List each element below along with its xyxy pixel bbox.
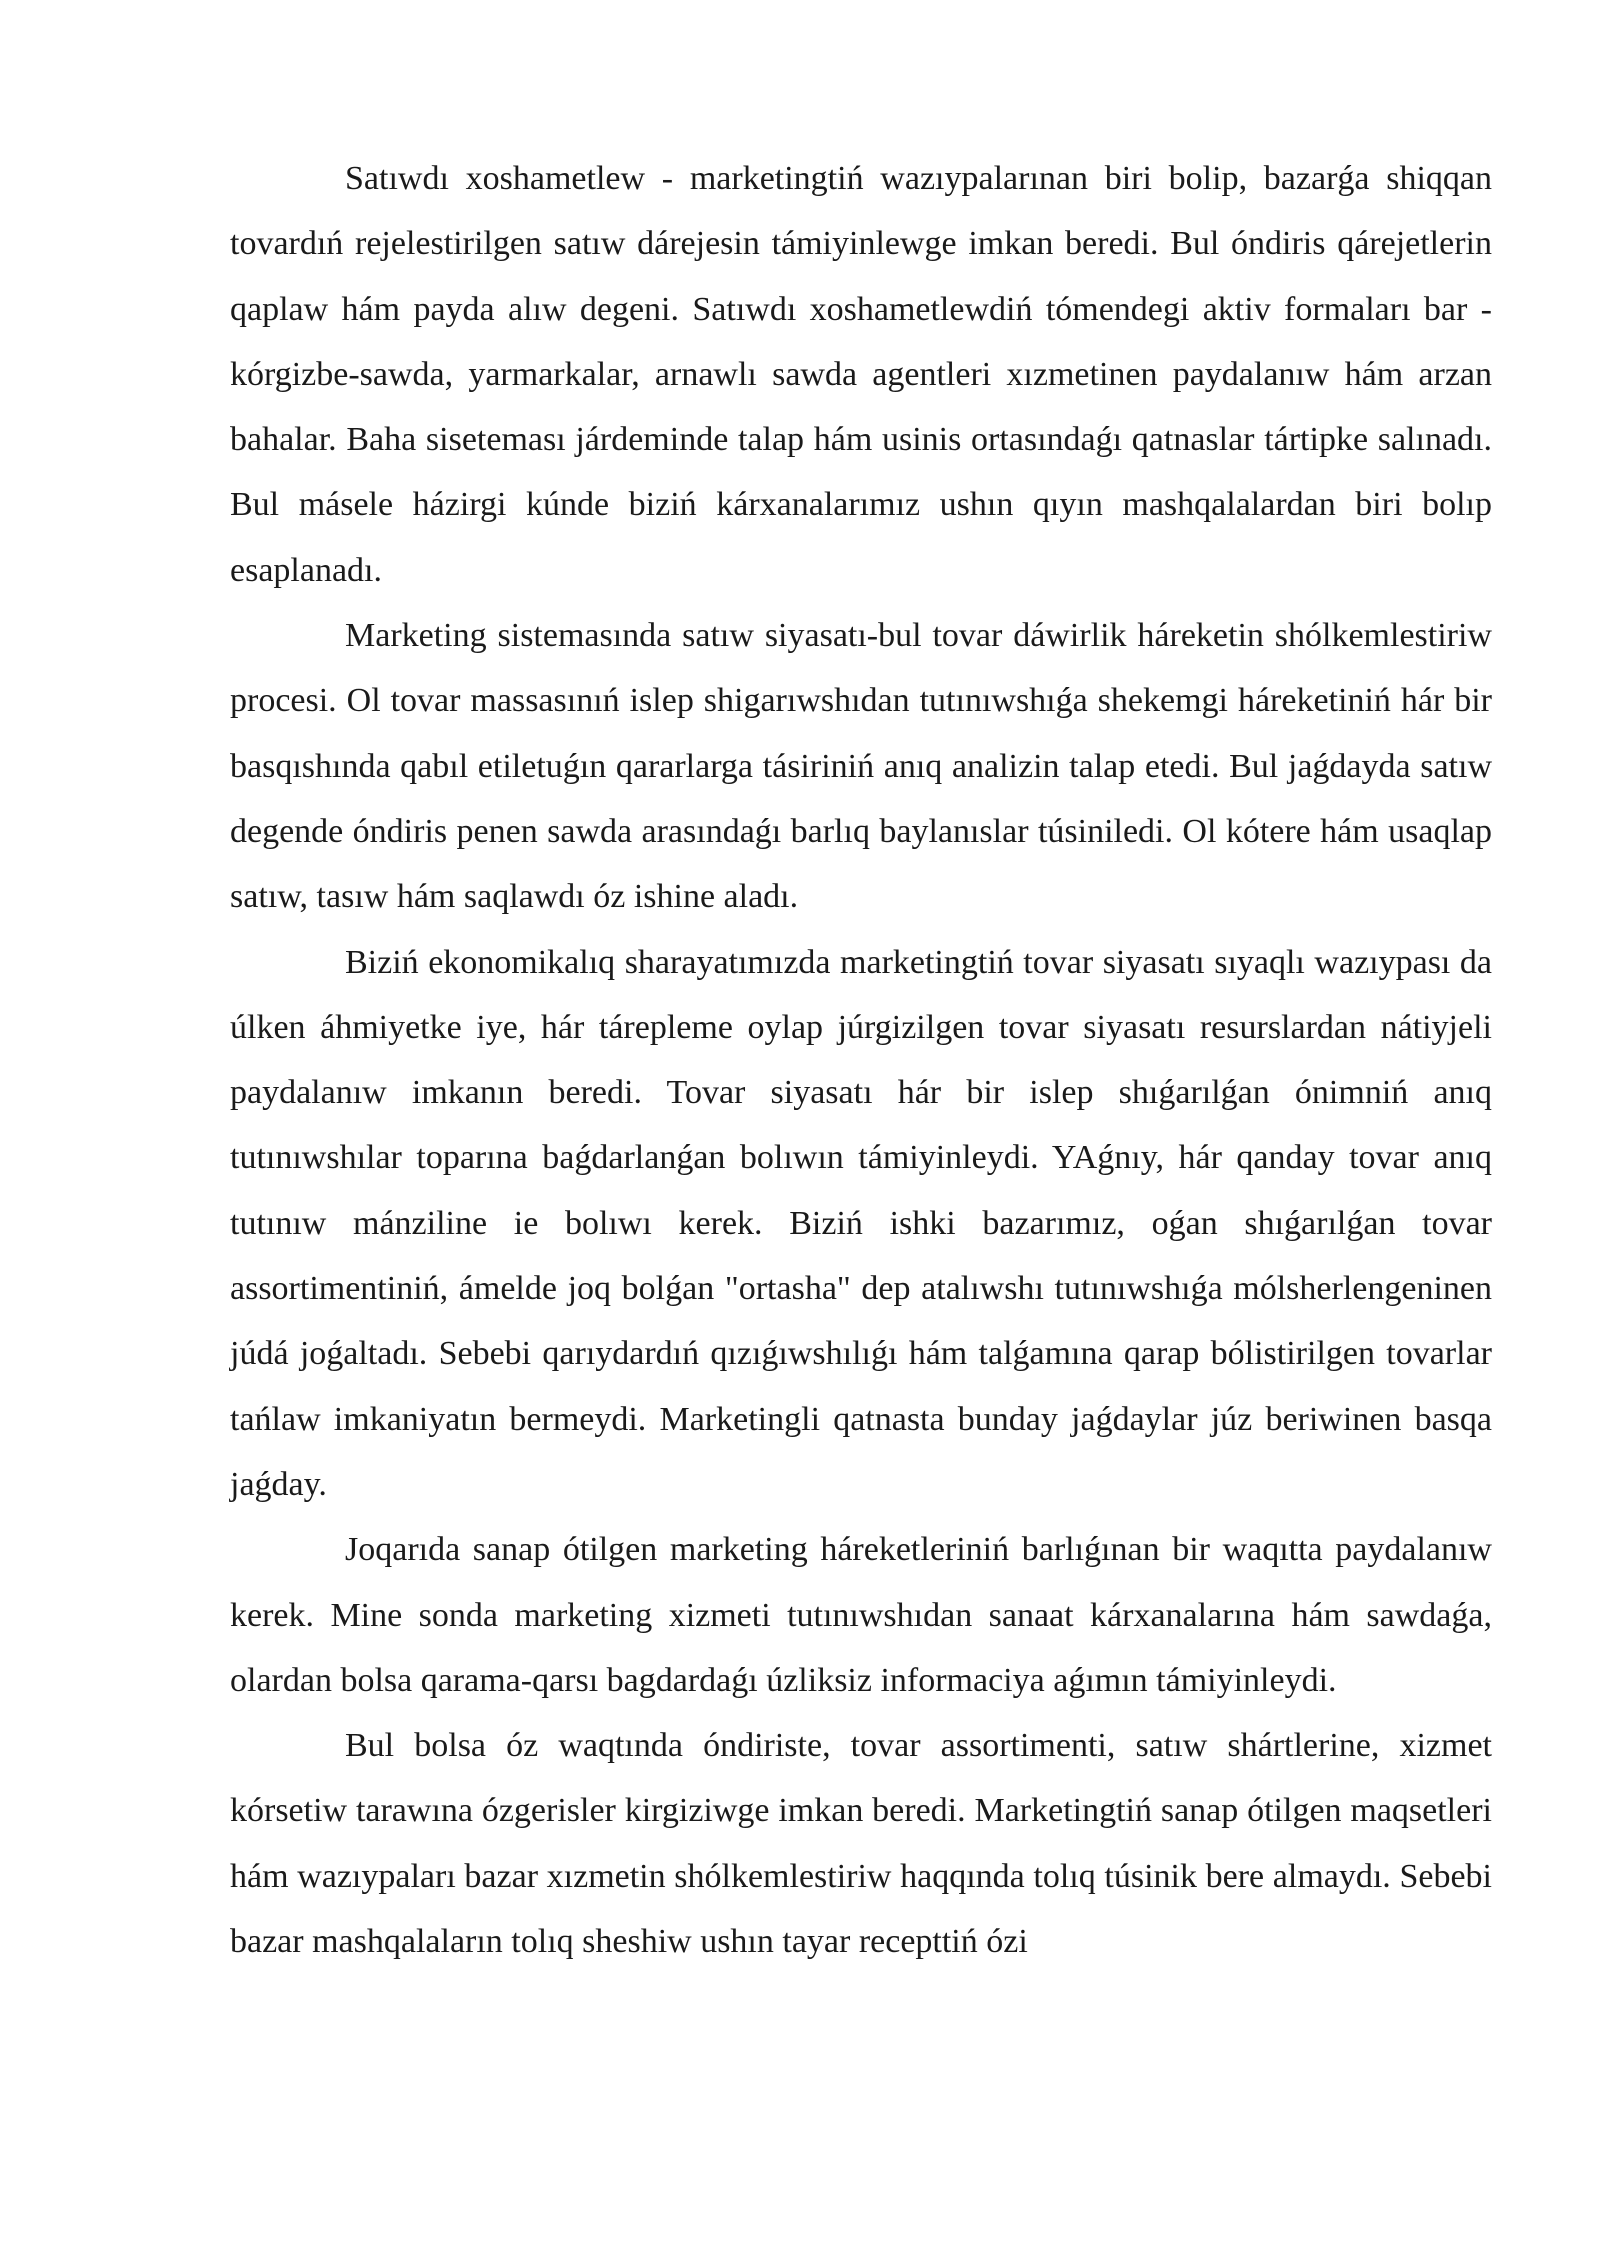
- paragraph-2: Marketing sistemasında satıw siyasatı-bul tovar dáwirlik háreketin shólkemlestiriw procesi. Ol tovar massasınıń islep shigarıwshıdan tutınıwshıǵa shekemgi háreketiniń hár bir basqıshında qabıl etiletuǵın qararlarga tásiriniń anıq analizin talap etedi. Bul jaǵdayda satıw degende óndiris penen sawda arasındaǵı barlıq baylanıslar túsiniledi. Ol kótere hám usaqlap satıw, tasıw hám saqlawdı óz ishine aladı.: [230, 617, 1492, 916]
- document-page: [230, 146, 1492, 1974]
- paragraph-5: Bul bolsa óz waqtında óndiriste, tovar assortimenti, satıw shártlerine, xizmet kórsetiw tarawına ózgerisler kirgiziwge imkan beredi. Marketingtiń sanap ótilgen maqsetleri hám wazıypaları bazar xızmetin shólkemlestiriw haqqında tolıq túsinik bere almaydı. Sebebi bazar mashqalaların tolıq sheshiw ushın tayar recepttiń ózi: [230, 1727, 1492, 1961]
- paragraph-4: Joqarıda sanap ótilgen marketing háreketleriniń barlıǵınan bir waqıtta paydalanıw kerek. Mine sonda marketing xizmeti tutınıwshıdan sanaat kárxanalarına hám sawdaǵa, olardan bolsa qarama-qarsı bagdardaǵı úzliksiz informaciya aǵımın támiyinleydi.: [230, 1531, 1492, 1699]
- paragraph-3: Biziń ekonomikalıq sharayatımızda marketingtiń tovar siyasatı sıyaqlı wazıypası da úlken áhmiyetke iye, hár tárepleme oylap júrgizilgen tovar siyasatı resurslardan nátiyjeli paydalanıw imkanın beredi. Tovar siyasatı hár bir islep shıǵarılǵan ónimniń anıq tutınıwshılar toparına baǵdarlanǵan bolıwın támiyinleydi. YAǵnıy, hár qanday tovar anıq tutınıw mánziline ie bolıwı kerek. Biziń ishki bazarımız, oǵan shıǵarılǵan tovar assortimentiniń, ámelde joq bolǵan "ortasha" dep atalıwshı tutınıwshıǵa mólsherlengeninen júdá joǵaltadı. Sebebi qarıydardıń qızıǵıwshılıǵı hám talǵamına qarap bólistirilgen tovarlar tańlaw imkaniyatın bermeydi. Marketingli qatnasta bunday jaǵdaylar júz beriwinen basqa jaǵday.: [230, 943, 1492, 1503]
- paragraph-1: Satıwdı xoshametlew - marketingtiń wazıypalarınan biri bolip, bazarǵa shiqqan tovardıń rejelestirilgen satıw dárejesin támiyinlewge imkan beredi. Bul óndiris qárejetlerin qaplaw hám payda alıw degeni. Satıwdı xoshametlewdiń tómendegi aktiv formaları bar - kórgizbe-sawda, yarmarkalar, arnawlı sawda agentleri xızmetinen paydalanıw hám arzan bahalar. Baha siseteması járdeminde talap hám usinis ortasındaǵı qatnaslar tártipke salınadı. Bul másele házirgi kúnde biziń kárxanalarımız ushın qıyın mashqalalardan biri bolıp esaplanadı.: [230, 160, 1492, 589]
